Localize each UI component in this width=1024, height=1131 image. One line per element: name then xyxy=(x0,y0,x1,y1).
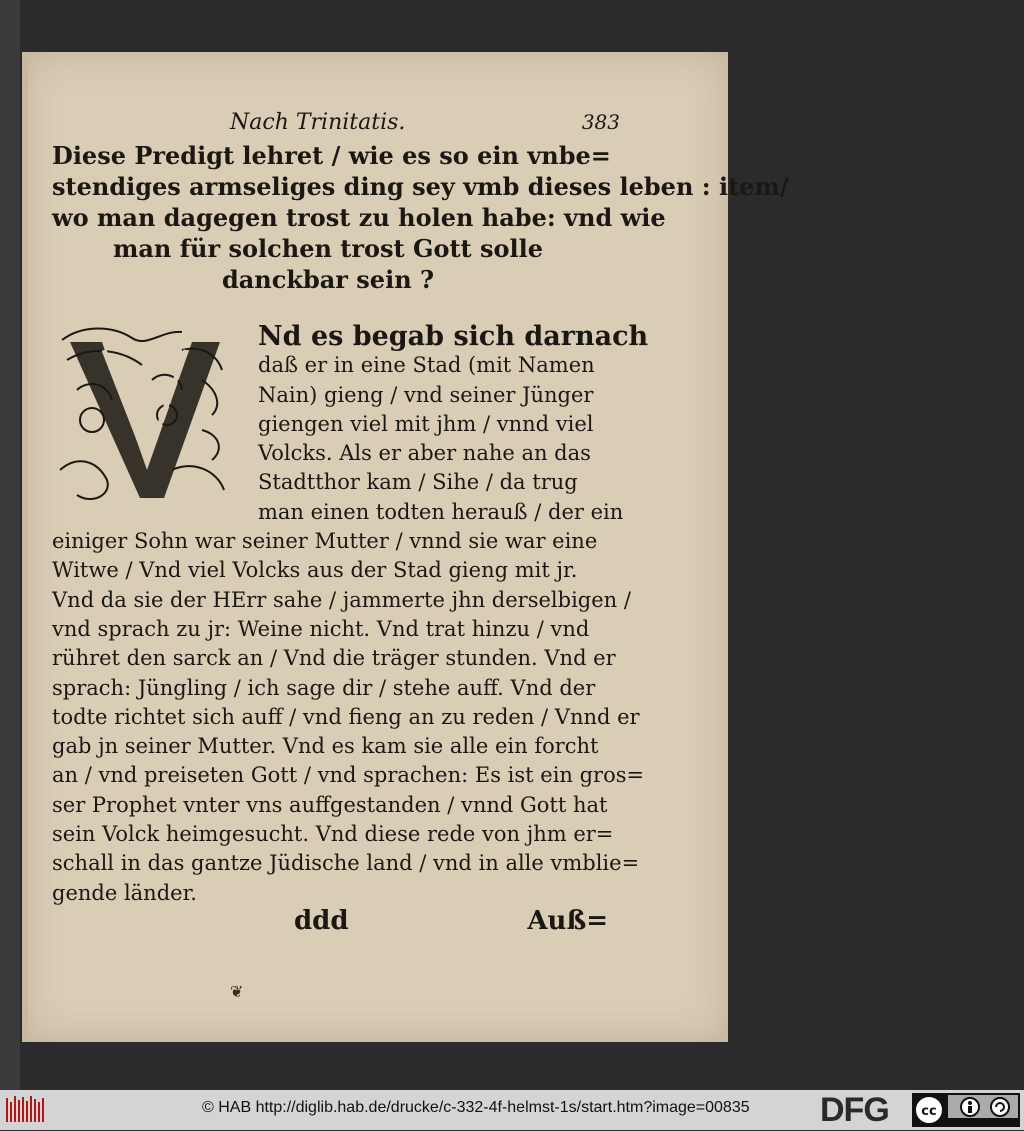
page-gutter-shadow xyxy=(22,52,28,1042)
body-line: Nain) gieng / vnd seiner Jünger xyxy=(258,382,594,407)
catchword: Auß= xyxy=(527,906,608,936)
body-line: daß er in eine Stad (mit Namen xyxy=(258,353,595,378)
body-line: Volcks. Als er aber nahe an das xyxy=(258,441,591,466)
signature-mark: ddd xyxy=(294,906,349,936)
running-header-title: Nach Trinitatis. xyxy=(230,110,406,135)
body-line: ser Prophet vnter vns auffgestanden / vnnd Gott hat xyxy=(52,792,608,817)
summary-line: Diese Predigt lehret / wie es so ein vnbe= xyxy=(52,141,611,170)
page-number: 383 xyxy=(581,110,620,134)
body-line: vnd sprach zu jr: Weine nicht. Vnd trat hinzu / vnd xyxy=(52,616,590,641)
body-line: gende länder. xyxy=(52,880,197,905)
summary-line: wo man dagegen trost zu holen habe: vnd wie xyxy=(52,203,666,232)
body-line: giengen viel mit jhm / vnnd viel xyxy=(258,411,594,436)
viewer-footer xyxy=(0,1090,1024,1130)
body-line: man einen todten herauß / der ein xyxy=(258,499,624,524)
body-line: an / vnd preiseten Gott / vnd sprachen: Es ist ein gros= xyxy=(52,763,645,788)
dfg-logo: DFG xyxy=(820,1091,889,1129)
sermon-summary xyxy=(52,140,789,295)
body-line: Nd es begab sich darnach xyxy=(258,321,649,352)
cc-by-sa-icon[interactable] xyxy=(912,1093,1020,1127)
body-line: Witwe / Vnd viel Volcks aus der Stad gieng mit jr. xyxy=(52,558,578,583)
license-badge-icon xyxy=(912,1093,1020,1127)
sermon-body xyxy=(52,321,649,908)
source-link[interactable]: © HAB http://diglib.hab.de/drucke/c-332-4f-helmst-1s/start.htm?image=00835 xyxy=(202,1099,750,1116)
initial-letter: V xyxy=(52,320,53,321)
viewer-left-strip xyxy=(0,0,20,1090)
body-line: sein Volck heimgesucht. Vnd diese rede von jhm er= xyxy=(52,822,614,847)
page-ornament: ❦ xyxy=(230,982,244,1001)
svg-text:cc: cc xyxy=(921,1104,937,1119)
hab-logo-icon xyxy=(4,1094,48,1126)
summary-line: stendiges armseliges ding sey vmb dieses leben : item/ xyxy=(52,172,789,201)
body-line: Vnd da sie der HErr sahe / jammerte jhn derselbigen / xyxy=(52,587,631,612)
body-line: schall in das gantze Jüdische land / vnd in alle vmblie= xyxy=(52,851,640,876)
body-line: gab jn seiner Mutter. Vnd es kam sie alle ein forcht xyxy=(52,734,599,759)
body-line: Stadtthor kam / Sihe / da trug xyxy=(258,470,578,495)
body-line: sprach: Jüngling / ich sage dir / stehe auff. Vnd der xyxy=(52,675,596,700)
body-line: rühret den sarck an / Vnd die träger stunden. Vnd er xyxy=(52,646,616,671)
body-line: einiger Sohn war seiner Mutter / vnnd sie war eine xyxy=(52,529,598,554)
summary-line: man für solchen trost Gott solle xyxy=(112,234,544,263)
body-line: todte richtet sich auff / vnd fieng an zu reden / Vnnd er xyxy=(52,704,640,729)
summary-line: danckbar sein ? xyxy=(221,265,435,294)
